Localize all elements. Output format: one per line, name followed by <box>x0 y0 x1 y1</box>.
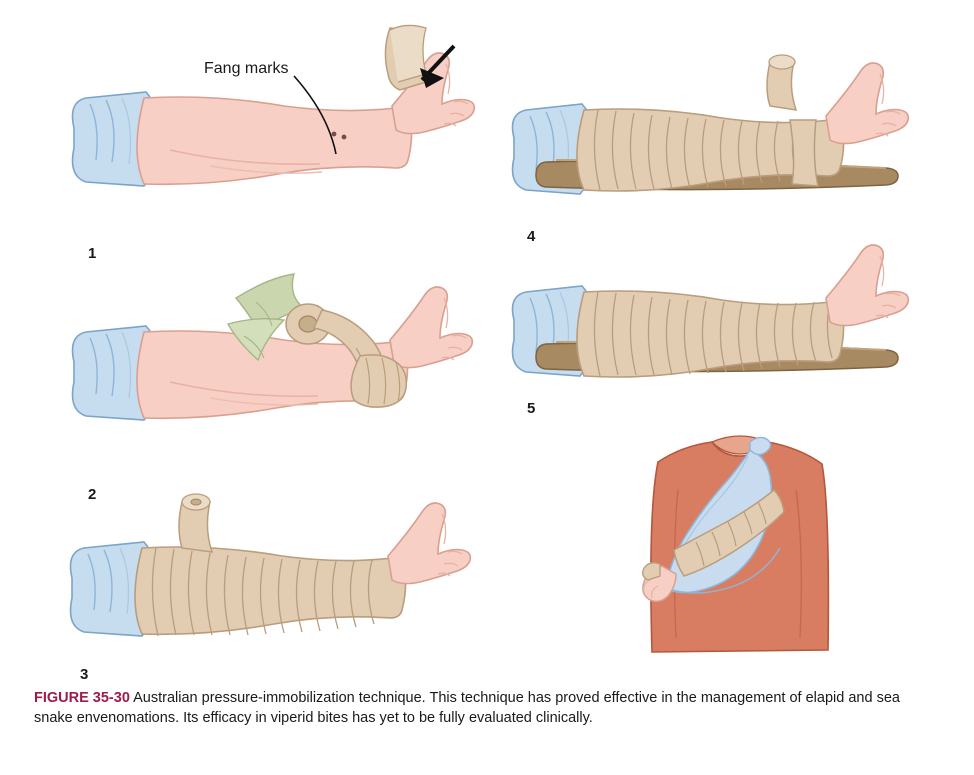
panel-5-complete-wrap-over-splint <box>500 248 940 417</box>
panel-2-artwork <box>60 258 520 498</box>
panel-3-artwork <box>52 478 512 678</box>
fang-marks-label: Fang marks <box>204 60 289 77</box>
panel-5-number: 5 <box>527 400 536 417</box>
figure-caption <box>34 688 934 728</box>
panel-4-artwork <box>500 60 940 230</box>
panel-6-sling-immobilization <box>600 420 880 670</box>
panel-3-number: 3 <box>80 666 89 683</box>
panel-4-number: 4 <box>527 228 536 245</box>
panel-4-add-splint <box>500 60 940 245</box>
panel-1-bare-limb-with-fang-marks <box>60 20 480 262</box>
panel-6-artwork <box>600 420 880 670</box>
panel-2-number: 2 <box>88 486 97 503</box>
panel-2-apply-bandage-over-bite <box>60 258 520 503</box>
figure-label: FIGURE 35-30 <box>34 690 130 706</box>
panel-1-number: 1 <box>88 245 97 262</box>
panel-3-wrap-limb-distally <box>52 478 512 683</box>
fang-marks-leader-line <box>290 72 350 164</box>
panel-1-artwork <box>60 20 480 250</box>
panel-5-artwork <box>500 248 940 408</box>
figure-caption-text: Australian pressure-immobilization technique. This technique has proved effective in the management of elapid and sea snake envenomations. Its efficacy in viperid bites has yet to be fully evaluated clinically. <box>34 690 900 726</box>
